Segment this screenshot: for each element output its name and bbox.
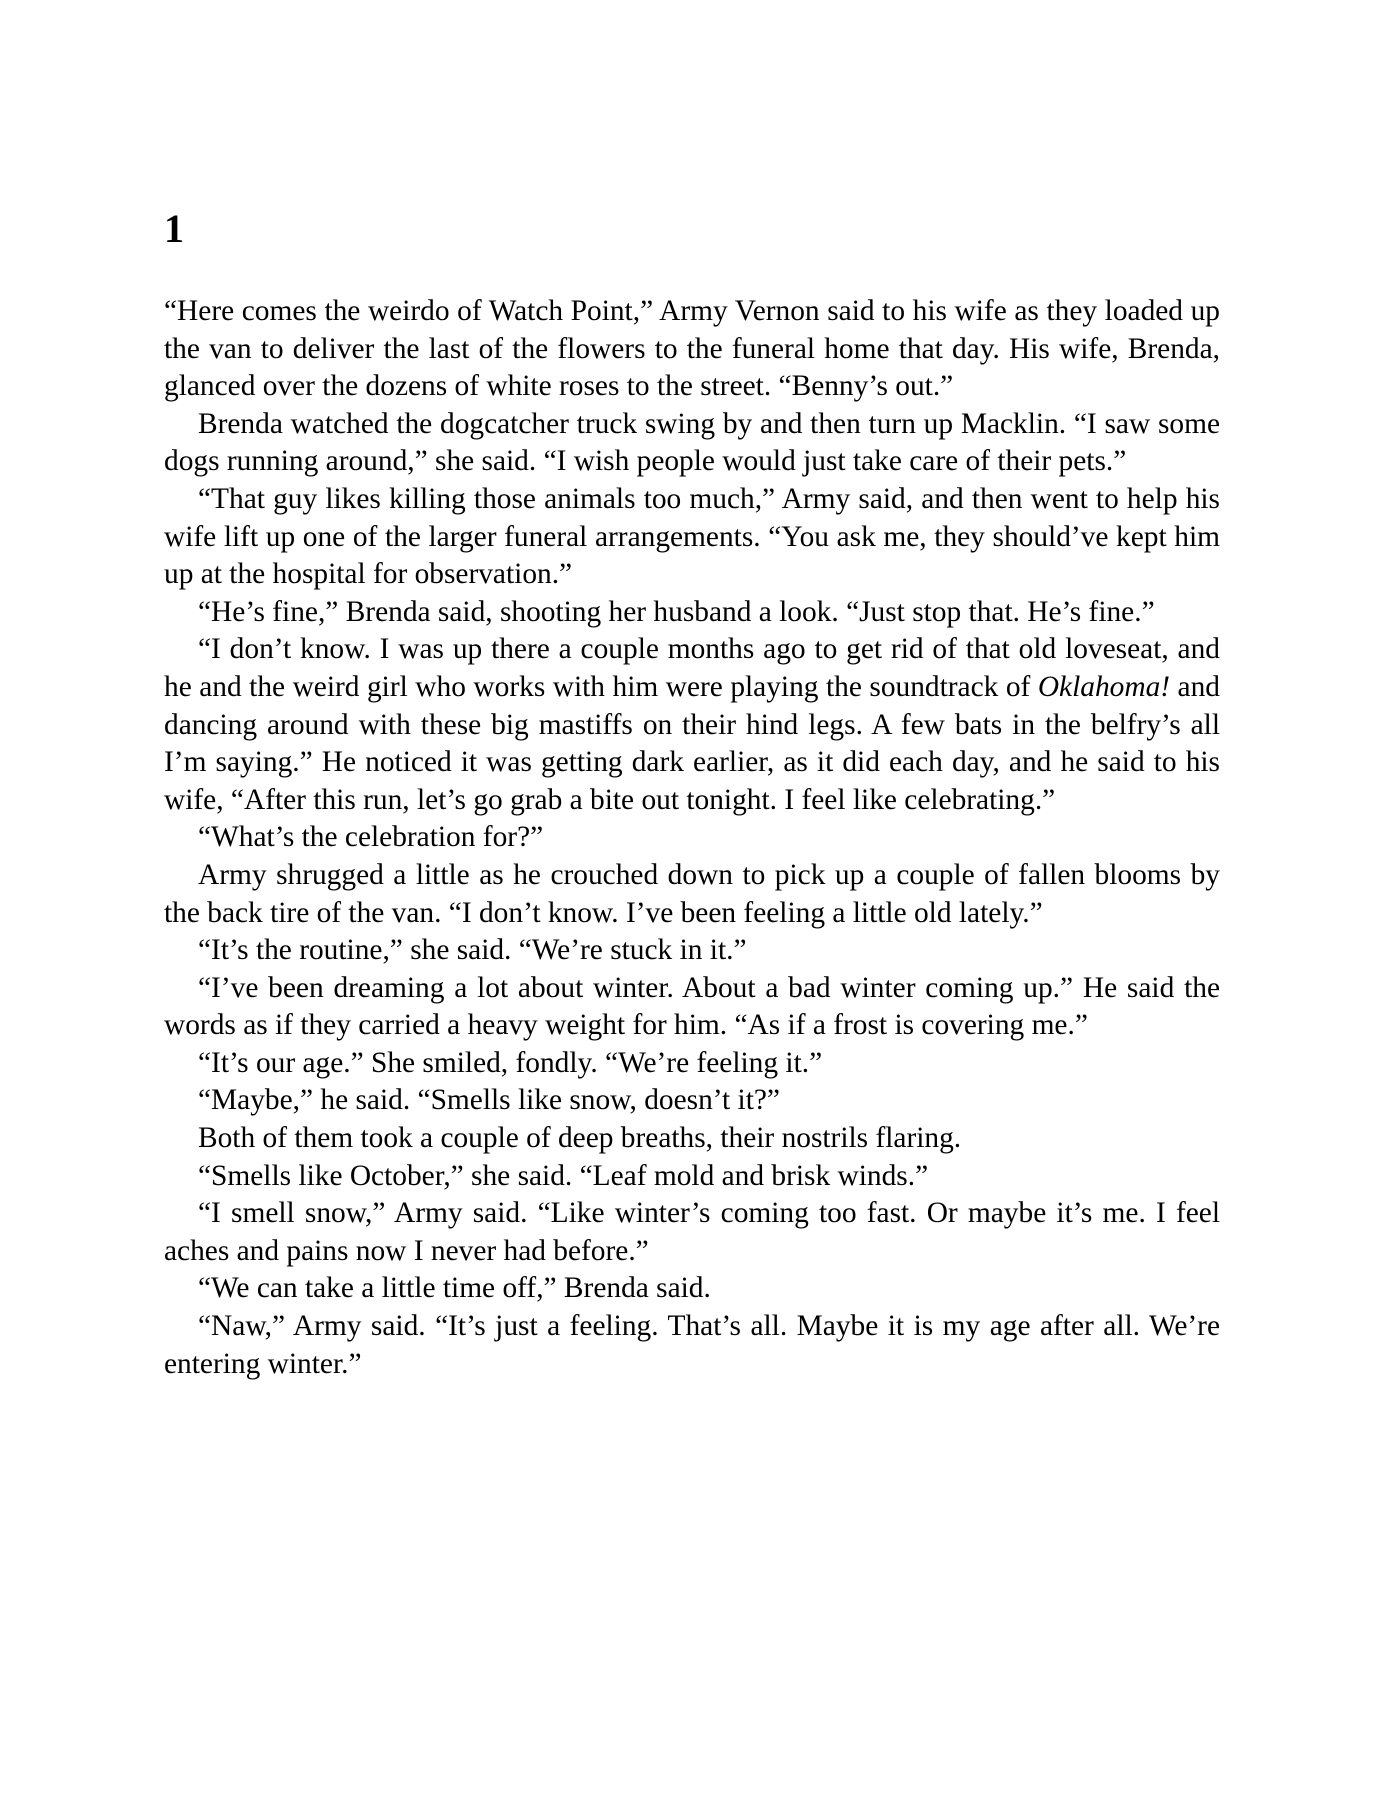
paragraph: [164, 631, 1220, 819]
paragraph: [164, 293, 1220, 406]
book-page: [164, 0, 1220, 1800]
paragraph-text: and dancing around with these big mastiffs on their hind legs. A few bats in the belfry’s all I’m saying.” He noticed it was getting dark earlier, as it did each day, and he said to his wife, “After this run, let’s go grab a bite out tonight. I feel like celebrating.”: [164, 670, 1220, 816]
paragraph-text: “Maybe,” he said. “Smells like snow, doesn’t it?”: [198, 1084, 780, 1117]
italic-title: Oklahoma!: [1037, 670, 1171, 703]
paragraph-text: “Smells like October,” she said. “Leaf mold and brisk winds.”: [198, 1159, 929, 1192]
paragraph-text: “That guy likes killing those animals too much,” Army said, and then went to help his wife lift up one of the larger funeral arrangements. “You ask me, they should’ve kept him up at the hospital for observation.”: [164, 482, 1220, 591]
paragraph: [164, 1082, 1220, 1120]
paragraph-text: “We can take a little time off,” Brenda said.: [198, 1272, 711, 1305]
paragraph: [164, 819, 1220, 857]
paragraph: [164, 970, 1220, 1045]
paragraph-text: “It’s the routine,” she said. “We’re stuck in it.”: [198, 934, 747, 967]
paragraph: [164, 1120, 1220, 1158]
chapter-text: [164, 293, 1220, 1383]
paragraph: [164, 1195, 1220, 1270]
paragraph: [164, 932, 1220, 970]
paragraph-text: “It’s our age.” She smiled, fondly. “We’re feeling it.”: [198, 1046, 823, 1079]
paragraph: [164, 1308, 1220, 1383]
paragraph-text: “I’ve been dreaming a lot about winter. About a bad winter coming up.” He said the words as if they carried a heavy weight for him. “As if a frost is covering me.”: [164, 971, 1220, 1042]
chapter-number: 1: [164, 206, 184, 251]
paragraph: [164, 406, 1220, 481]
paragraph: [164, 1270, 1220, 1308]
paragraph-text: “I smell snow,” Army said. “Like winter’s coming too fast. Or maybe it’s me. I feel aches and pains now I never had before.”: [164, 1197, 1220, 1267]
paragraph: [164, 594, 1220, 632]
paragraph-text: “He’s fine,” Brenda said, shooting her husband a look. “Just stop that. He’s fine.”: [198, 595, 1155, 628]
paragraph: [164, 1045, 1220, 1083]
paragraph-text: Army shrugged a little as he crouched down to pick up a couple of fallen blooms by the back tire of the van. “I don’t know. I’ve been feeling a little old lately.”: [164, 858, 1220, 929]
paragraph: [164, 857, 1220, 932]
paragraph-text: “What’s the celebration for?”: [198, 821, 544, 854]
paragraph-text: “Naw,” Army said. “It’s just a feeling. That’s all. Maybe it is my age after all. We’re entering winter.”: [164, 1310, 1220, 1380]
paragraph-text: “Here comes the weirdo of Watch Point,” Army Vernon said to his wife as they loaded up the van to deliver the last of the flowers to the funeral home that day. His wife, Brenda, glanced over the dozens of white roses to the street. “Benny’s out.”: [164, 295, 1220, 403]
paragraph: [164, 1158, 1220, 1196]
paragraph-text: Brenda watched the dogcatcher truck swing by and then turn up Macklin. “I saw some dogs running around,” she said. “I wish people would just take care of their pets.”: [164, 407, 1220, 478]
paragraph-text: Both of them took a couple of deep breaths, their nostrils flaring.: [198, 1122, 962, 1155]
paragraph: [164, 481, 1220, 594]
paragraph-text: “I don’t know. I was up there a couple months ago to get rid of that old loveseat, and he and the weird girl who works with him were playing the soundtrack of: [164, 633, 1220, 703]
